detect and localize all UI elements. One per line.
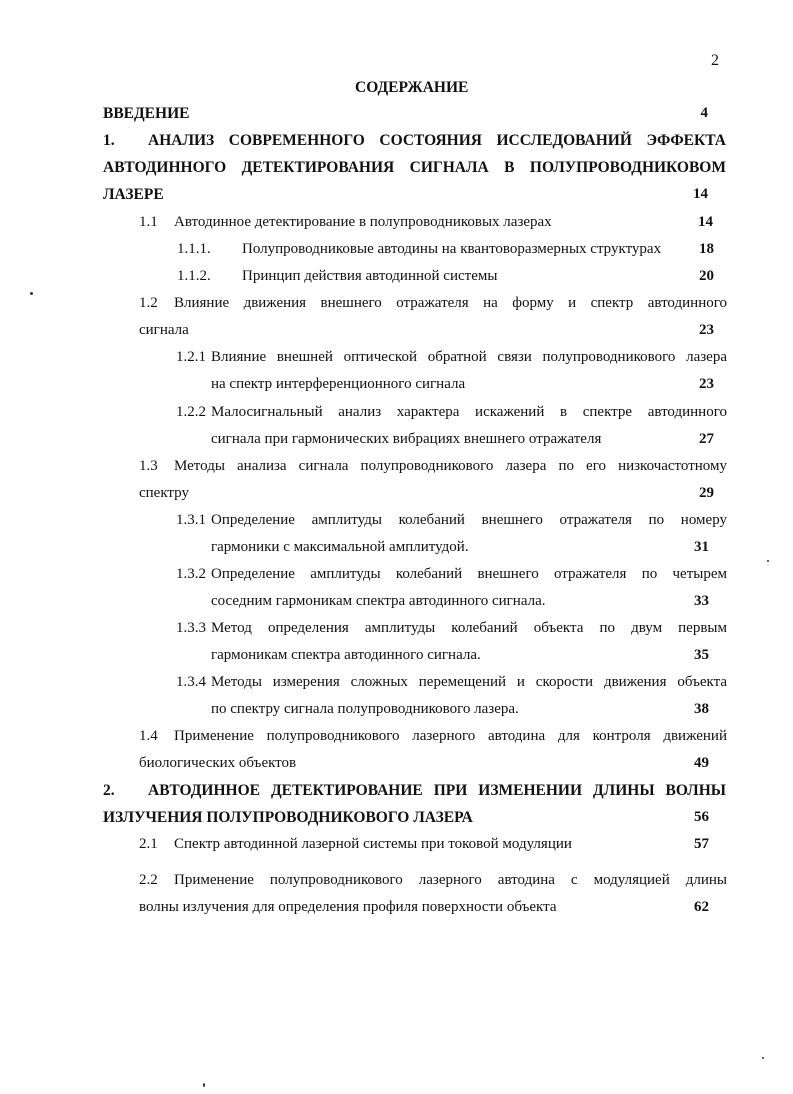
entry-text-line-2: ИЗЛУЧЕНИЯ ПОЛУПРОВОДНИКОВОГО ЛАЗЕРА: [103, 809, 473, 826]
entry-text-line-2: сигнала при гармонических вибрациях внешнего отражателя: [211, 431, 602, 447]
entry-number: 1.4: [139, 728, 158, 744]
entry-text-line-1: Метод определения амплитуды колебаний объекта по двум первым: [211, 620, 727, 636]
entry-text-line-2: сигнала: [139, 322, 189, 338]
entry-text: ВВЕДЕНИЕ: [103, 105, 190, 122]
entry-number: 1.: [103, 132, 115, 149]
entry-text-line-2: спектру: [139, 485, 189, 501]
entry-text-line-2: биологических объектов: [139, 755, 297, 771]
entry-text-line-1: Определение амплитуды колебаний внешнего отражателя по номеру: [211, 512, 727, 528]
entry-number: 1.2.1: [176, 349, 206, 365]
entry-page: 18: [699, 241, 714, 257]
entry-text-line-1: Методы анализа сигнала полупроводникового лазера по его низкочастотному: [174, 458, 727, 474]
entry-text-line-3: ЛАЗЕРЕ: [103, 186, 164, 203]
entry-text-line-2: на спектр интерференционного сигнала: [211, 376, 466, 392]
entry-number: 1.3: [139, 458, 158, 474]
entry-text: Полупроводниковые автодины на квантоворазмерных структурах: [242, 241, 662, 257]
scan-speck: [30, 292, 33, 295]
entry-page: 4: [700, 105, 708, 121]
entry-text-line-2: волны излучения для определения профиля поверхности объекта: [139, 899, 557, 915]
entry-text-line-1: Методы измерения сложных перемещений и скорости движения объекта: [211, 674, 727, 690]
entry-page: 57: [694, 836, 709, 852]
entry-text-line-1: Влияние движения внешнего отражателя на форму и спектр автодинного: [174, 295, 727, 311]
entry-page: 62: [694, 899, 709, 915]
entry-text-line-1: Применение полупроводникового лазерного автодина для контроля движений: [174, 728, 727, 744]
entry-text-line-2: гармоники с максимальной амплитудой.: [211, 539, 469, 555]
scan-speck: [203, 1083, 205, 1087]
entry-number: 1.1.2.: [177, 268, 211, 284]
entry-text-line-2: АВТОДИННОГО ДЕТЕКТИРОВАНИЯ СИГНАЛА В ПОЛУПРОВОДНИКОВОМ: [103, 159, 726, 176]
entry-text: Принцип действия автодинной системы: [242, 268, 498, 284]
entry-number: 1.3.4: [176, 674, 206, 690]
entry-number: 2.: [103, 782, 115, 799]
entry-page: 23: [699, 322, 714, 338]
entry-text-line-1: АНАЛИЗ СОВРЕМЕННОГО СОСТОЯНИЯ ИССЛЕДОВАНИЙ ЭФФЕКТА: [148, 132, 726, 149]
entry-number: 2.2: [139, 872, 158, 888]
entry-number: 1.3.1: [176, 512, 206, 528]
entry-page: 29: [699, 485, 714, 501]
entry-text-line-1: Малосигнальный анализ характера искажений в спектре автодинного: [211, 404, 727, 420]
entry-number: 1.2: [139, 295, 158, 311]
entry-text-line-2: гармоникам спектра автодинного сигнала.: [211, 647, 481, 663]
entry-page: 38: [694, 701, 709, 717]
entry-page: 35: [694, 647, 709, 663]
entry-number: 2.1: [139, 836, 158, 852]
entry-page: 27: [699, 431, 714, 447]
entry-page: 49: [694, 755, 709, 771]
entry-number: 1.1: [139, 214, 158, 230]
entry-page: 20: [699, 268, 714, 284]
entry-text-line-1: Применение полупроводникового лазерного автодина с модуляцией длины: [174, 872, 727, 888]
entry-text-line-1: Влияние внешней оптической обратной связи полупроводникового лазера: [211, 349, 727, 365]
entry-page: 14: [698, 214, 713, 230]
entry-number: 1.3.3: [176, 620, 206, 636]
entry-text-line-2: по спектру сигнала полупроводникового лазера.: [211, 701, 519, 717]
entry-page: 33: [694, 593, 709, 609]
entry-page: 14: [693, 186, 708, 202]
entry-text-line-1: АВТОДИННОЕ ДЕТЕКТИРОВАНИЕ ПРИ ИЗМЕНЕНИИ ДЛИНЫ ВОЛНЫ: [148, 782, 726, 799]
entry-number: 1.1.1.: [177, 241, 211, 257]
entry-page: 31: [694, 539, 709, 555]
scan-speck: [762, 1057, 764, 1059]
page-number: 2: [711, 52, 719, 69]
entry-page: 23: [699, 376, 714, 392]
entry-text-line-1: Определение амплитуды колебаний внешнего отражателя по четырем: [211, 566, 727, 582]
entry-number: 1.2.2: [176, 404, 206, 420]
entry-number: 1.3.2: [176, 566, 206, 582]
entry-text: Спектр автодинной лазерной системы при токовой модуляции: [174, 836, 572, 852]
entry-text-line-2: соседним гармоникам спектра автодинного сигнала.: [211, 593, 546, 609]
scan-speck: [767, 560, 769, 562]
entry-page: 56: [694, 809, 709, 825]
toc-title: СОДЕРЖАНИЕ: [355, 79, 469, 96]
entry-text: Автодинное детектирование в полупроводниковых лазерах: [174, 214, 552, 230]
